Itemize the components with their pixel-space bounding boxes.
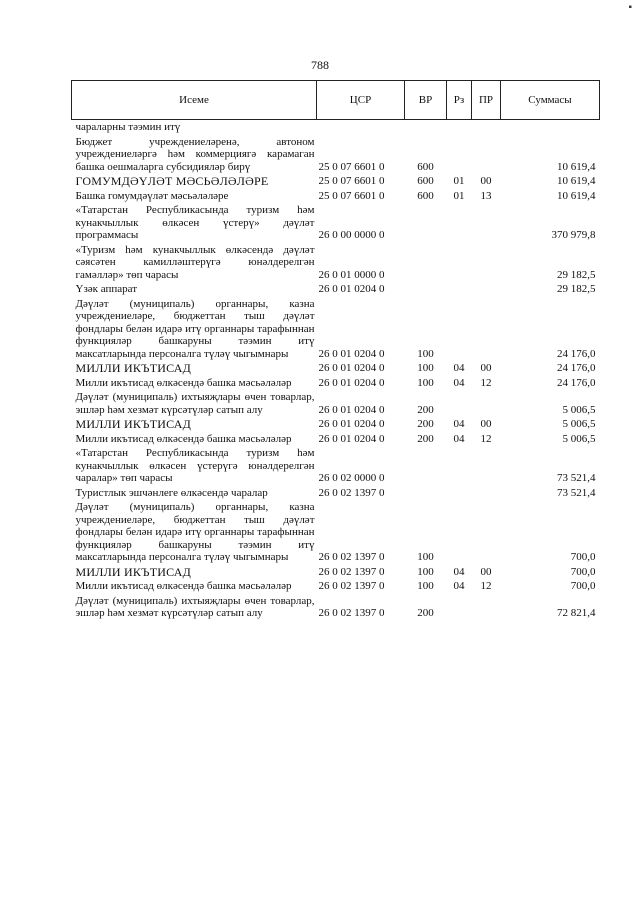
cell-rz <box>447 243 472 283</box>
cell-csr: 25 0 07 6601 0 <box>318 160 385 173</box>
cell-pr <box>472 120 501 135</box>
cell-pr: 00 <box>480 418 492 430</box>
cell-vr: 200 <box>417 403 434 416</box>
cell-rz <box>447 135 472 175</box>
cell-sum: 73 521,4 <box>557 472 596 484</box>
cell-name: Бюджет учреждениеләренә, автоном учреждениеләргә һәм коммерциягә карамаган башка оешмаларга субсидияләр бирү <box>75 135 315 173</box>
cell-sum: 73 521,4 <box>557 486 596 499</box>
cell-name: Башка гомумдәүләт мәсьәләләре <box>75 189 229 202</box>
table-header <box>72 81 600 120</box>
cell-pr: 12 <box>480 432 492 445</box>
cell-name: «Татарстан Республикасында туризм һәм кунакчыллык өлкәсен үстерүгә юнәлдерелгән чаралар» төп чарасы <box>75 447 315 484</box>
cell-pr <box>472 243 501 283</box>
cell-pr <box>472 203 501 243</box>
cell-vr: 200 <box>417 418 434 430</box>
cell-vr: 600 <box>417 175 434 187</box>
table-row <box>72 203 600 243</box>
cell-name: Дәүләт (муниципаль) ихтыяҗлары өчен товарлар, эшләр һәм хезмәт күрсәтүләр сатып алу <box>75 391 315 416</box>
cell-csr: 26 0 01 0000 0 <box>318 268 385 281</box>
table-row <box>72 486 600 501</box>
cell-rz <box>447 297 472 362</box>
cell-rz: 04 <box>453 362 465 374</box>
table-row <box>72 565 600 580</box>
cell-csr: 26 0 01 0204 0 <box>318 418 385 430</box>
cell-rz: 04 <box>453 580 465 592</box>
cell-pr: 00 <box>480 565 492 578</box>
cell-name: Милли икътисад өлкәсендә башка мәсьәләләр <box>75 580 292 592</box>
cell-sum: 29 182,5 <box>557 283 596 295</box>
cell-rz: 04 <box>453 418 465 430</box>
cell-sum: 5 006,5 <box>562 432 596 445</box>
cell-name: чараларны тәэмин итү <box>75 121 181 133</box>
cell-pr: 00 <box>480 362 492 374</box>
cell-rz <box>447 446 472 486</box>
cell-vr <box>405 120 447 135</box>
cell-pr <box>472 486 501 501</box>
header-csr: ЦСР <box>317 81 405 120</box>
table-row <box>72 594 600 621</box>
cell-vr: 100 <box>417 580 434 592</box>
cell-csr: 26 0 01 0204 0 <box>318 283 385 295</box>
cell-sum: 72 821,4 <box>557 607 596 619</box>
cell-csr: 26 0 01 0204 0 <box>318 362 385 374</box>
corner-mark: ▪ <box>628 2 632 13</box>
table-row <box>72 135 600 175</box>
cell-sum: 700,0 <box>570 551 596 563</box>
cell-name: МИЛЛИ ИКЪТИСАД <box>75 417 191 431</box>
cell-pr <box>472 282 501 297</box>
cell-sum: 700,0 <box>570 565 596 578</box>
cell-pr <box>472 135 501 175</box>
cell-pr: 00 <box>480 175 492 187</box>
cell-pr: 12 <box>480 376 492 389</box>
table-row <box>72 446 600 486</box>
cell-csr: 26 0 02 1397 0 <box>318 607 385 619</box>
table-row <box>72 417 600 432</box>
cell-vr: 100 <box>417 565 434 578</box>
cell-vr <box>405 243 447 283</box>
cell-sum: 5 006,5 <box>562 418 596 430</box>
cell-csr: 26 0 02 1397 0 <box>318 580 385 592</box>
cell-rz <box>447 594 472 621</box>
cell-vr: 100 <box>417 362 434 374</box>
cell-pr <box>472 500 501 565</box>
cell-csr: 25 0 07 6601 0 <box>318 189 385 202</box>
table-row <box>72 243 600 283</box>
header-pr: ПР <box>472 81 501 120</box>
cell-vr <box>405 203 447 243</box>
cell-name: Үзәк аппарат <box>75 283 138 295</box>
cell-pr <box>472 594 501 621</box>
cell-vr: 100 <box>417 551 434 563</box>
cell-name: Туристлык эшчәнлеге өлкәсендә чаралар <box>75 486 268 499</box>
cell-name: МИЛЛИ ИКЪТИСАД <box>75 361 191 375</box>
cell-vr <box>405 446 447 486</box>
cell-vr: 200 <box>417 432 434 445</box>
cell-rz <box>447 120 472 135</box>
header-rz: Рз <box>447 81 472 120</box>
cell-pr: 12 <box>480 580 492 592</box>
cell-csr: 26 0 01 0204 0 <box>318 403 385 416</box>
cell-rz: 01 <box>453 189 465 202</box>
cell-sum: 370 979,8 <box>551 229 596 241</box>
cell-rz <box>447 203 472 243</box>
cell-name: ГОМУМДӘҮЛӘТ МӘСЬӘЛӘЛӘРЕ <box>75 174 269 188</box>
cell-sum <box>501 120 600 135</box>
table-row <box>72 432 600 447</box>
table-row <box>72 361 600 376</box>
cell-name: Дәүләт (муниципаль) ихтыяҗлары өчен товарлар, эшләр һәм хезмәт күрсәтүләр сатып алу <box>75 594 315 619</box>
cell-name: Милли икътисад өлкәсендә башка мәсьәләләр <box>75 432 292 445</box>
header-vr: ВР <box>405 81 447 120</box>
cell-name: «Татарстан Республикасында туризм һәм кунакчыллык өлкәсен үстерү» дәүләт программасы <box>75 204 315 241</box>
cell-sum: 24 176,0 <box>557 362 596 374</box>
cell-rz: 04 <box>453 376 465 389</box>
cell-vr <box>405 282 447 297</box>
table-body <box>72 120 600 621</box>
table-row <box>72 189 600 204</box>
cell-rz: 04 <box>453 432 465 445</box>
cell-name: Дәүләт (муниципаль) органнары, казна учреждениеләре, бюджеттан тыш дәүләт фондлары белән идарә итү органнары тарафыннан функцияләр башкаруны тәэмин итү максатларында персоналга түләү чыгымнары <box>75 297 315 360</box>
cell-csr <box>317 120 405 135</box>
cell-csr: 26 0 01 0204 0 <box>318 376 385 389</box>
cell-rz <box>447 500 472 565</box>
budget-table <box>71 80 600 621</box>
cell-csr: 26 0 02 1397 0 <box>318 565 385 578</box>
cell-name: Дәүләт (муниципаль) органнары, казна учреждениеләре, бюджеттан тыш дәүләт фондлары белән идарә итү органнары тарафыннан функцияләр башкаруны тәэмин итү максатларында персоналга түләү чыгымнары <box>75 501 315 563</box>
cell-rz: 01 <box>453 175 465 187</box>
cell-csr: 26 0 02 0000 0 <box>318 472 385 484</box>
table-row <box>72 174 600 189</box>
cell-rz <box>447 390 472 417</box>
table-row <box>72 297 600 362</box>
page-number: 788 <box>311 58 329 72</box>
table-row <box>72 120 600 135</box>
cell-rz <box>447 282 472 297</box>
cell-name: МИЛЛИ ИКЪТИСАД <box>75 564 191 579</box>
cell-sum: 24 176,0 <box>557 347 596 360</box>
cell-sum: 10 619,4 <box>557 175 596 187</box>
table-row <box>72 376 600 391</box>
cell-csr: 26 0 00 0000 0 <box>318 229 385 241</box>
cell-rz <box>447 486 472 501</box>
table-row <box>72 390 600 417</box>
header-name: Исеме <box>72 81 317 120</box>
cell-sum: 700,0 <box>570 580 596 592</box>
cell-vr: 200 <box>417 607 434 619</box>
header-sum: Суммасы <box>501 81 600 120</box>
cell-sum: 24 176,0 <box>557 376 596 389</box>
table-row <box>72 282 600 297</box>
cell-vr: 100 <box>417 347 434 360</box>
cell-sum: 10 619,4 <box>557 189 596 202</box>
cell-pr <box>472 390 501 417</box>
table-row <box>72 579 600 594</box>
cell-csr: 26 0 01 0204 0 <box>318 432 385 445</box>
cell-sum: 5 006,5 <box>562 403 596 416</box>
cell-csr: 26 0 02 1397 0 <box>318 486 385 499</box>
cell-csr: 25 0 07 6601 0 <box>318 175 385 187</box>
cell-rz: 04 <box>453 565 465 578</box>
table-row <box>72 500 600 565</box>
cell-pr <box>472 297 501 362</box>
cell-pr: 13 <box>480 189 492 202</box>
cell-vr: 100 <box>417 376 434 389</box>
cell-sum: 10 619,4 <box>557 160 596 173</box>
cell-csr: 26 0 02 1397 0 <box>318 551 385 563</box>
cell-vr: 600 <box>417 189 434 202</box>
cell-name: «Туризм һәм кунакчыллык өлкәсендә дәүләт сәясәтен камилләштерүгә юнәлдерелгән гамәлләр» төп чарасы <box>75 243 315 281</box>
cell-vr <box>405 486 447 501</box>
cell-name: Милли икътисад өлкәсендә башка мәсьәләләр <box>75 376 292 389</box>
cell-vr: 600 <box>417 160 434 173</box>
cell-pr <box>472 446 501 486</box>
cell-sum: 29 182,5 <box>557 268 596 281</box>
cell-csr: 26 0 01 0204 0 <box>318 347 385 360</box>
